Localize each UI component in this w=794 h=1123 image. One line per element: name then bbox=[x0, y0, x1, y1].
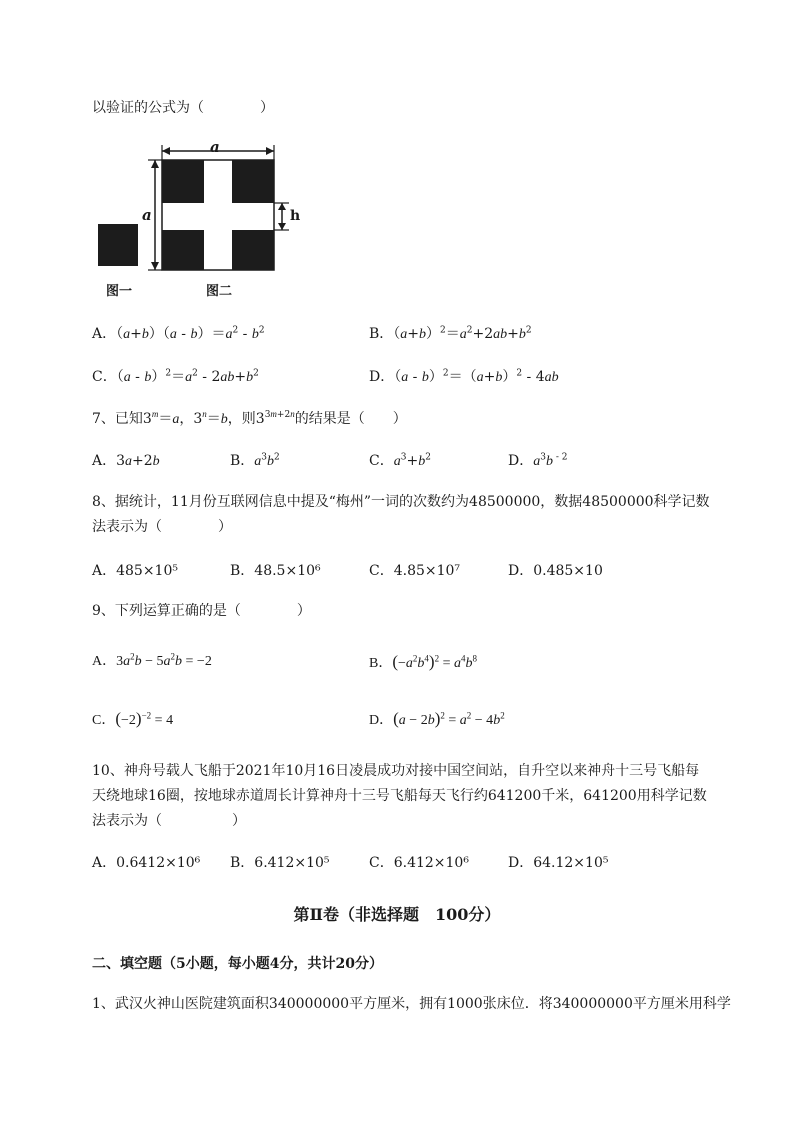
section-2-title: 第Ⅱ卷（非选择题 100分） bbox=[293, 905, 501, 924]
caption-figure1: 图一 bbox=[106, 284, 133, 299]
q10-option-c[interactable]: C．6.412×10⁶ bbox=[369, 855, 469, 871]
q6-option-b[interactable]: B．$(a+b)^2=a^2+2ab+b^2$ bbox=[369, 325, 532, 342]
q10-stem-line3: 法表示为（ ） bbox=[92, 813, 246, 829]
square-figure bbox=[92, 140, 312, 300]
q8-option-b[interactable]: B．48.5×10⁶ bbox=[230, 563, 321, 579]
q8-option-a[interactable]: A．485×10⁵ bbox=[92, 563, 178, 579]
fill-blank-heading: 二、填空题（5小题，每小题4分，共计20分） bbox=[92, 956, 383, 972]
figure-svg bbox=[92, 140, 312, 300]
q7-stem: 7、已知$3^m=a$，$3^n=b$，则$3^{3m+2n}$的结果是（ ） bbox=[92, 409, 407, 427]
q8-option-d[interactable]: D．0.485×10 bbox=[508, 563, 603, 579]
q10-option-a[interactable]: A．0.6412×10⁶ bbox=[92, 855, 201, 871]
q10-option-d[interactable]: D．64.12×10⁵ bbox=[508, 855, 609, 871]
fill-q1-stem: 1、武汉火神山医院建筑面积340000000平方厘米，拥有1000张床位．将340000000平方厘米用科学 bbox=[92, 996, 731, 1012]
q6-option-a[interactable]: A．$(a+b)(a - b)=a^2 - b^2$ bbox=[92, 325, 265, 342]
q9-stem: 9、下列运算正确的是（ ） bbox=[92, 603, 311, 619]
q7-option-b[interactable]: B．$a^3b^2$ bbox=[230, 452, 280, 469]
label-h: h bbox=[290, 208, 301, 224]
q9-option-c[interactable]: C．$(-2)^{-2} = 4$ bbox=[92, 709, 174, 728]
q9-option-b[interactable]: B．$(-a^2b^4)^2 = a^4b^8$ bbox=[369, 652, 477, 671]
q6-option-d[interactable]: D．$(a - b)^2=(a+b)^2 - 4ab$ bbox=[369, 368, 559, 385]
q6-option-c[interactable]: C．$(a - b)^2=a^2 - 2ab+b^2$ bbox=[92, 368, 259, 385]
q8-option-c[interactable]: C．4.85×10⁷ bbox=[369, 563, 461, 579]
q10-stem-line1: 10、神舟号载人飞船于2021年10月16日凌晨成功对接中国空间站，自升空以来神舟十三号飞船每 bbox=[92, 763, 700, 779]
q8-stem-line1: 8、据统计，11月份互联网信息中提及“梅州”一词的次数约为48500000，数据48500000科学记数 bbox=[92, 494, 710, 510]
label-a-left: a bbox=[142, 206, 152, 224]
q9-option-a[interactable]: A．$3a^2b - 5a^2b = -2$ bbox=[92, 651, 212, 669]
q7-option-d[interactable]: D．$a^3b$ $^{- 2}$ bbox=[508, 452, 568, 469]
caption-figure2: 图二 bbox=[206, 284, 233, 299]
q10-stem-line2: 天绕地球16圈，按地球赤道周长计算神舟十三号飞船每天飞行约641200千米，641200用科学记数 bbox=[92, 788, 707, 804]
q9-option-d[interactable]: D．$(a - 2b)^2 = a^2 - 4b^2$ bbox=[369, 709, 505, 728]
q10-option-b[interactable]: B．6.412×10⁵ bbox=[230, 855, 330, 871]
label-a-top: a bbox=[210, 138, 220, 156]
q7-option-c[interactable]: C．$a^3+b^2$ bbox=[369, 452, 431, 469]
figure1-square bbox=[98, 224, 138, 266]
q7-option-a[interactable]: A．3a+2b bbox=[92, 453, 160, 469]
q6-stem: 以验证的公式为（ ） bbox=[92, 100, 274, 116]
q8-stem-line2: 法表示为（ ） bbox=[92, 519, 232, 535]
